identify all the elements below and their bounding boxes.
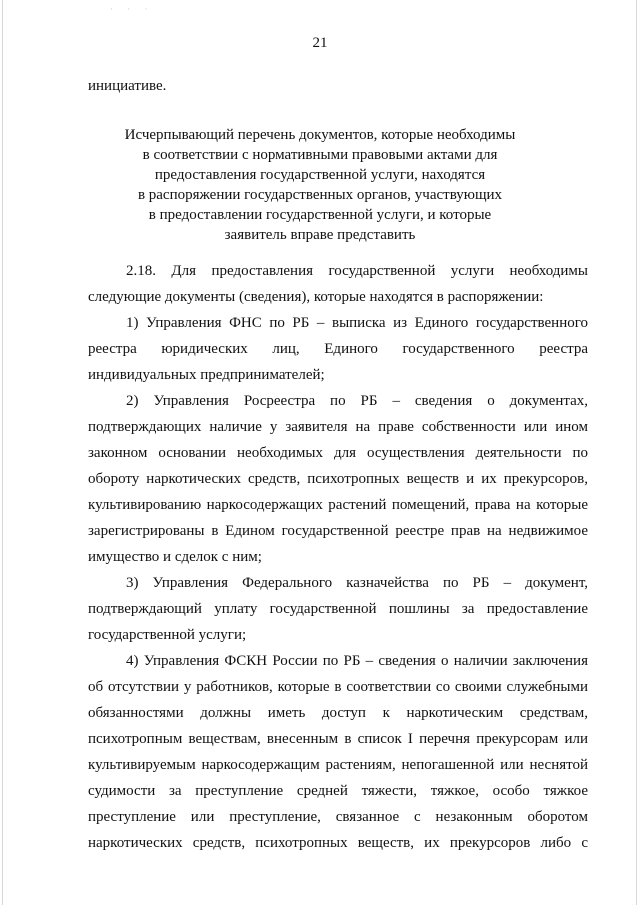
paragraph-line: культивированию наркосодержащих растений помещений, права на которые — [88, 497, 588, 513]
paragraph-line: наркотических средств, психотропных веществ, их прекурсоров либо с — [88, 835, 588, 851]
paragraph-line: обороту наркотических средств, психотропных веществ и их прекурсоров, — [88, 471, 588, 487]
paragraph-line: имущество и сделок с ним; — [88, 549, 262, 565]
paragraph-line: 4) Управления ФСКН России по РБ – сведения о наличии заключения — [126, 653, 588, 669]
paragraph-line: государственной услуги; — [88, 627, 247, 643]
heading-line: заявитель вправе представить — [224, 227, 416, 243]
heading-line: предоставления государственной услуги, находятся — [154, 167, 486, 183]
scan-noise: · · · — [110, 4, 154, 14]
paragraph-line: законном основании необходимых для осуществления деятельности по — [88, 445, 588, 461]
paragraph-line: об отсутствии у работников, которые в соответствии со своими служебными — [88, 679, 588, 695]
paragraph-line: судимости за преступление средней тяжести, тяжкое, особо тяжкое — [88, 783, 588, 799]
heading-line: в соответствии с нормативными правовыми актами для — [142, 147, 498, 163]
paragraph-line: следующие документы (сведения), которые находятся в распоряжении: — [88, 289, 544, 305]
continuation-text: инициативе. — [88, 78, 167, 94]
paragraph-line: психотропным веществам, внесенным в список I перечня прекурсорам или — [88, 731, 588, 747]
heading-line: в предоставлении государственной услуги, и которые — [148, 207, 492, 223]
paragraph-line: 1) Управления ФНС по РБ – выписка из Единого государственного — [126, 315, 588, 331]
page-number: 21 — [312, 35, 328, 51]
paragraph-line: преступление или преступление, связанное с незаконным оборотом — [88, 809, 588, 825]
paragraph-line: индивидуальных предпринимателей; — [88, 367, 325, 383]
paragraph-line: обязанностями должны иметь доступ к наркотическим средствам, — [88, 705, 588, 721]
paragraph-line: реестра юридических лиц, Единого государственного реестра — [88, 341, 588, 357]
paragraph-line: культивируемым наркосодержащим растениям, непогашенной или неснятой — [88, 757, 588, 773]
paragraph-line: зарегистрированы в Едином государственной реестре прав на недвижимое — [88, 523, 588, 539]
heading-line: в распоряжении государственных органов, участвующих — [137, 187, 503, 203]
heading-line: Исчерпывающий перечень документов, которые необходимы — [124, 127, 516, 143]
paragraph-line: подтверждающий уплату государственной пошлины за предоставление — [88, 601, 588, 617]
paragraph-line: подтверждающих наличие у заявителя на праве собственности или ином — [88, 419, 588, 435]
paragraph-line: 2) Управления Росреестра по РБ – сведения о документах, — [126, 393, 588, 409]
paragraph-line: 2.18. Для предоставления государственной услуги необходимы — [126, 263, 588, 279]
paragraph-line: 3) Управления Федерального казначейства по РБ – документ, — [126, 575, 588, 591]
